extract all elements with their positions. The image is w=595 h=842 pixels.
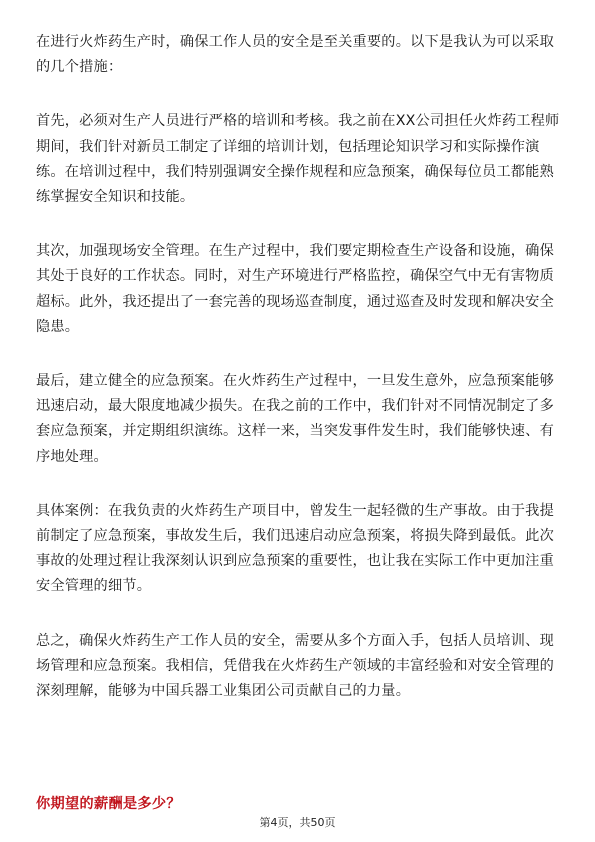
training-paragraph: 首先，必须对生产人员进行严格的培训和考核。我之前在XX公司担任火炸药工程师期间，我们针对新员工制定了详细的培训计划，包括理论知识学习和实际操作演练。在培训过程中，我们特别强调安全操作规程和应急预案，确保每位员工都能熟练掌握安全知识和技能。 — [36, 113, 560, 206]
conclusion-paragraph: 总之，确保火炸药生产工作人员的安全，需要从多个方面入手，包括人员培训、现场管理和应急预案。我相信，凭借我在火炸药生产领域的丰富经验和对安全管理的深刻理解，能够为中国兵器工业集团公司贡献自己的力量。 — [36, 632, 554, 700]
answer-body — [36, 30, 562, 704]
emergency-plan-paragraph: 最后，建立健全的应急预案。在火炸药生产过程中，一旦发生意外，应急预案能够迅速启动，最大限度地减少损失。在我之前的工作中，我们针对不同情况制定了多套应急预案，并定期组织演练。这样一来，当突发事件发生时，我们能够快速、有序地处理。 — [36, 373, 554, 465]
site-management-paragraph: 其次，加强现场安全管理。在生产过程中，我们要定期检查生产设备和设施，确保其处于良好的工作状态。同时，对生产环境进行严格监控，确保空气中无有害物质超标。此外，我还提出了一套完善的现场巡查制度，通过巡查及时发现和解决安全隐患。 — [36, 243, 554, 335]
intro-paragraph: 在进行火炸药生产时，确保工作人员的安全是至关重要的。以下是我认为可以采取的几个措施： — [36, 34, 554, 76]
next-question-heading: 你期望的薪酬是多少？ — [36, 796, 181, 812]
page-number-footer: 第4页，共50页 — [259, 816, 336, 829]
case-example-paragraph: 具体案例：在我负责的火炸药生产项目中，曾发生一起轻微的生产事故。由于我提前制定了应急预案，事故发生后，我们迅速启动应急预案，将损失降到最低。此次事故的处理过程让我深刻认识到应急预案的重要性，也让我在实际工作中更加注重安全管理的细节。 — [36, 502, 554, 595]
